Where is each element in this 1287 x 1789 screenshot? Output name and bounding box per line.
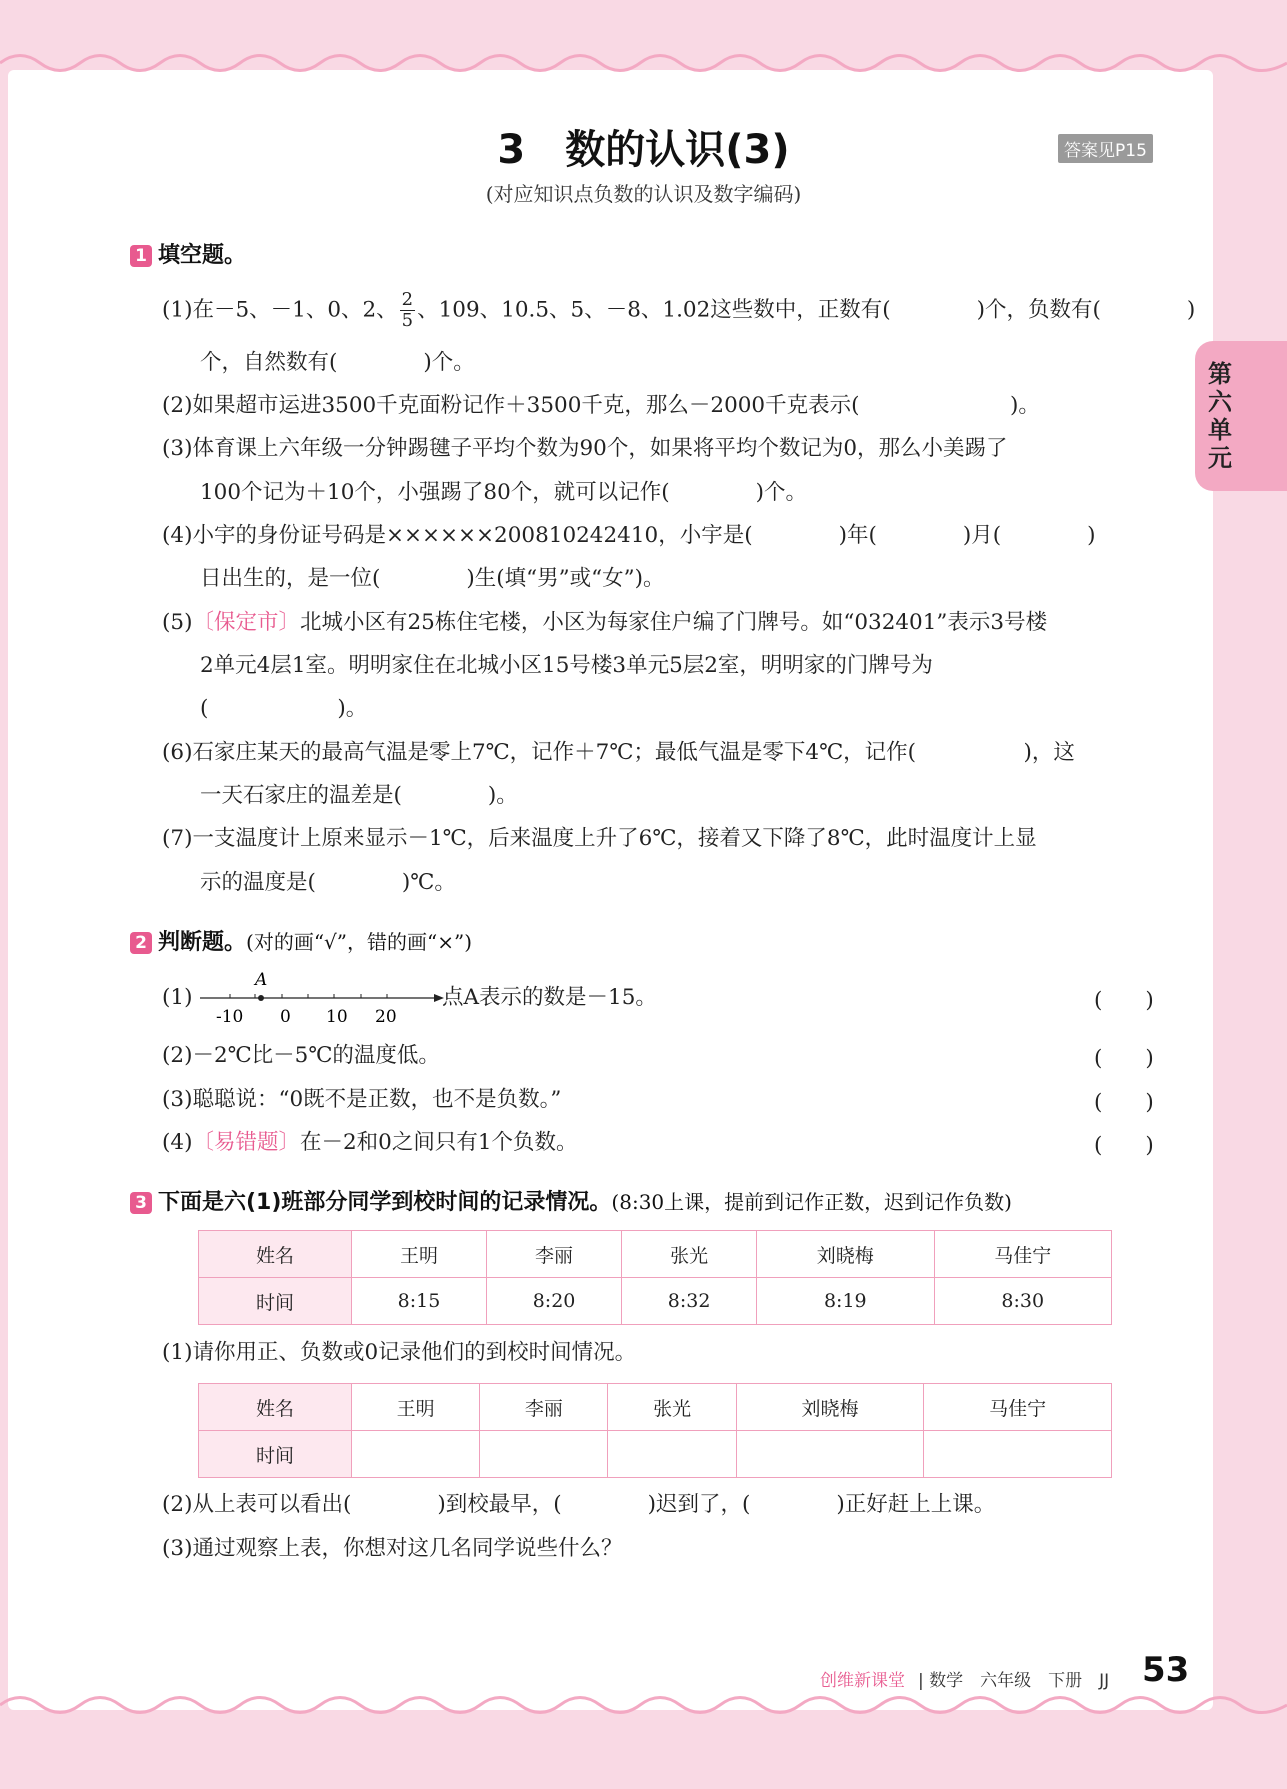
arrival-record-table <box>198 1230 1112 1325</box>
s1-q7-line2: 示的温度是( )℃。 <box>200 870 456 895</box>
s1-q3-line2: 100个记为＋10个，小强踢了80个，就可以记作( )个。 <box>200 480 808 505</box>
table-cell: 王明 <box>352 1231 487 1278</box>
table-cell: 马佳宁 <box>934 1231 1111 1278</box>
s1-q1-text-b: 、109、10.5、5、－8、1.02这些数中，正数有( )个，负数有( ) <box>417 297 1196 323</box>
section-3-title: 下面是六(1)班部分同学到校时间的记录情况。 <box>158 1190 612 1215</box>
table-cell: 刘晓梅 <box>736 1384 924 1431</box>
s1-q5-number: (5) <box>162 610 193 635</box>
answer-table <box>198 1383 1112 1478</box>
table-cell: 王明 <box>352 1384 480 1431</box>
s2-q4-tag: 〔易错题〕 <box>192 1130 300 1155</box>
section-1-title: 填空题。 <box>158 243 247 268</box>
bottom-wave-border <box>0 1690 1287 1720</box>
number-line <box>198 970 448 1030</box>
s2-q1-text: 点A表示的数是－15。 <box>442 985 657 1010</box>
s1-q3-line1: (3)体育课上六年级一分钟踢毽子平均个数为90个，如果将平均个数记为0，那么小美踢了 <box>162 436 1008 461</box>
answer-blank-cell[interactable] <box>608 1431 736 1478</box>
s2-q2-answer: ( ) <box>1094 1046 1154 1071</box>
fraction <box>400 290 415 331</box>
s1-q4-line2: 日出生的，是一位( )生(填“男”或“女”)。 <box>200 566 665 591</box>
fraction-denominator: 5 <box>401 310 414 331</box>
s2-q4-number: (4) <box>162 1130 193 1155</box>
table-header-cell: 时间 <box>199 1431 352 1478</box>
s2-q4 <box>162 1128 578 1158</box>
answer-blank-cell[interactable] <box>480 1431 608 1478</box>
answer-blank-cell[interactable] <box>736 1431 924 1478</box>
s3-q3: (3)通过观察上表，你想对这几名同学说些什么？ <box>162 1536 623 1561</box>
s1-q6-line2: 一天石家庄的温差是( )。 <box>200 783 518 808</box>
s1-q7-line1: (7)一支温度计上原来显示－1℃，后来温度上升了6℃，接着又下降了8℃，此时温度计上显 <box>162 826 1037 851</box>
fraction-numerator: 2 <box>401 289 414 310</box>
table-cell: 李丽 <box>487 1231 622 1278</box>
s2-q4-answer: ( ) <box>1094 1133 1154 1158</box>
s1-q2: (2)如果超市运进3500千克面粉记作＋3500千克，那么－2000千克表示( )。 <box>162 393 1040 418</box>
table-cell: 8:20 <box>487 1278 622 1325</box>
table-cell: 李丽 <box>480 1384 608 1431</box>
tick-label: 10 <box>326 1007 348 1027</box>
section-1-heading <box>130 238 246 269</box>
table-header-cell: 时间 <box>199 1278 352 1325</box>
s1-q4-line1: (4)小宇的身份证号码是××××××200810242410，小宇是( )年( )月( ) <box>162 523 1096 548</box>
tick-label: 0 <box>280 1007 291 1027</box>
table-cell: 张光 <box>608 1384 736 1431</box>
answer-blank-cell[interactable] <box>924 1431 1112 1478</box>
table-row <box>199 1278 1112 1325</box>
table-cell: 马佳宁 <box>924 1384 1112 1431</box>
section-3-number: 3 <box>130 1192 152 1214</box>
section-2-instruction: (对的画“√”，错的画“×”) <box>246 930 473 954</box>
s1-q1-line2: 个，自然数有( )个。 <box>200 350 475 375</box>
answer-reference-badge: 答案见P15 <box>1058 134 1153 163</box>
s2-q1-answer: ( ) <box>1094 988 1154 1013</box>
table-cell: 8:15 <box>352 1278 487 1325</box>
s1-q5-text-a: 北城小区有25栋住宅楼，小区为每家住户编了门牌号。如“032401”表示3号楼 <box>299 610 1048 635</box>
footer-info: | 数学 六年级 下册 JJ <box>918 1671 1110 1691</box>
unit-side-tab-label: 第六单元 <box>1208 360 1232 472</box>
table-cell: 张光 <box>622 1231 757 1278</box>
section-3-instruction: (8:30上课，提前到记作正数，迟到记作负数) <box>611 1190 1012 1214</box>
section-2-title: 判断题。 <box>158 930 247 955</box>
s2-q2: (2)－2℃比－5℃的温度低。 <box>162 1043 440 1068</box>
s1-q5-line2: 2单元4层1室。明明家住在北城小区15号楼3单元5层2室，明明家的门牌号为 <box>200 653 933 678</box>
tick-label: 20 <box>375 1007 397 1027</box>
page-subtitle: (对应知识点负数的认识及数字编码) <box>485 182 802 206</box>
top-wave-border <box>0 48 1287 78</box>
table-row <box>199 1231 1112 1278</box>
table-cell: 8:32 <box>622 1278 757 1325</box>
s2-q1-number: (1) <box>162 985 193 1010</box>
table-header-cell: 姓名 <box>199 1231 352 1278</box>
tick-label: -10 <box>216 1007 244 1027</box>
section-3-heading <box>130 1185 1012 1216</box>
footer-brand: 创维新课堂 <box>820 1671 905 1691</box>
point-a-dot <box>258 995 264 1001</box>
table-row <box>199 1384 1112 1431</box>
section-2-number: 2 <box>130 932 152 954</box>
s1-q5-tag: 〔保定市〕 <box>192 610 300 635</box>
answer-blank-cell[interactable] <box>352 1431 480 1478</box>
s3-q2: (2)从上表可以看出( )到校最早，( )迟到了，( )正好赶上上课。 <box>162 1492 996 1517</box>
s1-q1-text-a: (1)在－5、－1、0、2、 <box>162 297 398 323</box>
s2-q4-text: 在－2和0之间只有1个负数。 <box>299 1130 578 1155</box>
table-header-cell: 姓名 <box>199 1384 352 1431</box>
s2-q3: (3)聪聪说：“0既不是正数，也不是负数。” <box>162 1087 562 1112</box>
s1-q5-line1 <box>162 608 1047 638</box>
table-cell: 8:30 <box>934 1278 1111 1325</box>
page-number: 53 <box>1142 1650 1190 1690</box>
table-row <box>199 1431 1112 1478</box>
table-cell: 刘晓梅 <box>757 1231 934 1278</box>
s3-q1: (1)请你用正、负数或0记录他们的到校时间情况。 <box>162 1340 637 1365</box>
section-1-number: 1 <box>130 245 152 267</box>
s1-q6-line1: (6)石家庄某天的最高气温是零上7℃，记作＋7℃；最低气温是零下4℃，记作( )，这 <box>162 740 1075 765</box>
table-cell: 8:19 <box>757 1278 934 1325</box>
s1-q1-line1 <box>162 290 1195 331</box>
s1-q5-line3: ( )。 <box>200 696 368 721</box>
point-a-label: A <box>255 970 268 990</box>
section-2-heading <box>130 925 472 956</box>
s2-q3-answer: ( ) <box>1094 1090 1154 1115</box>
page-title: 3 数的认识(3) <box>497 127 790 173</box>
